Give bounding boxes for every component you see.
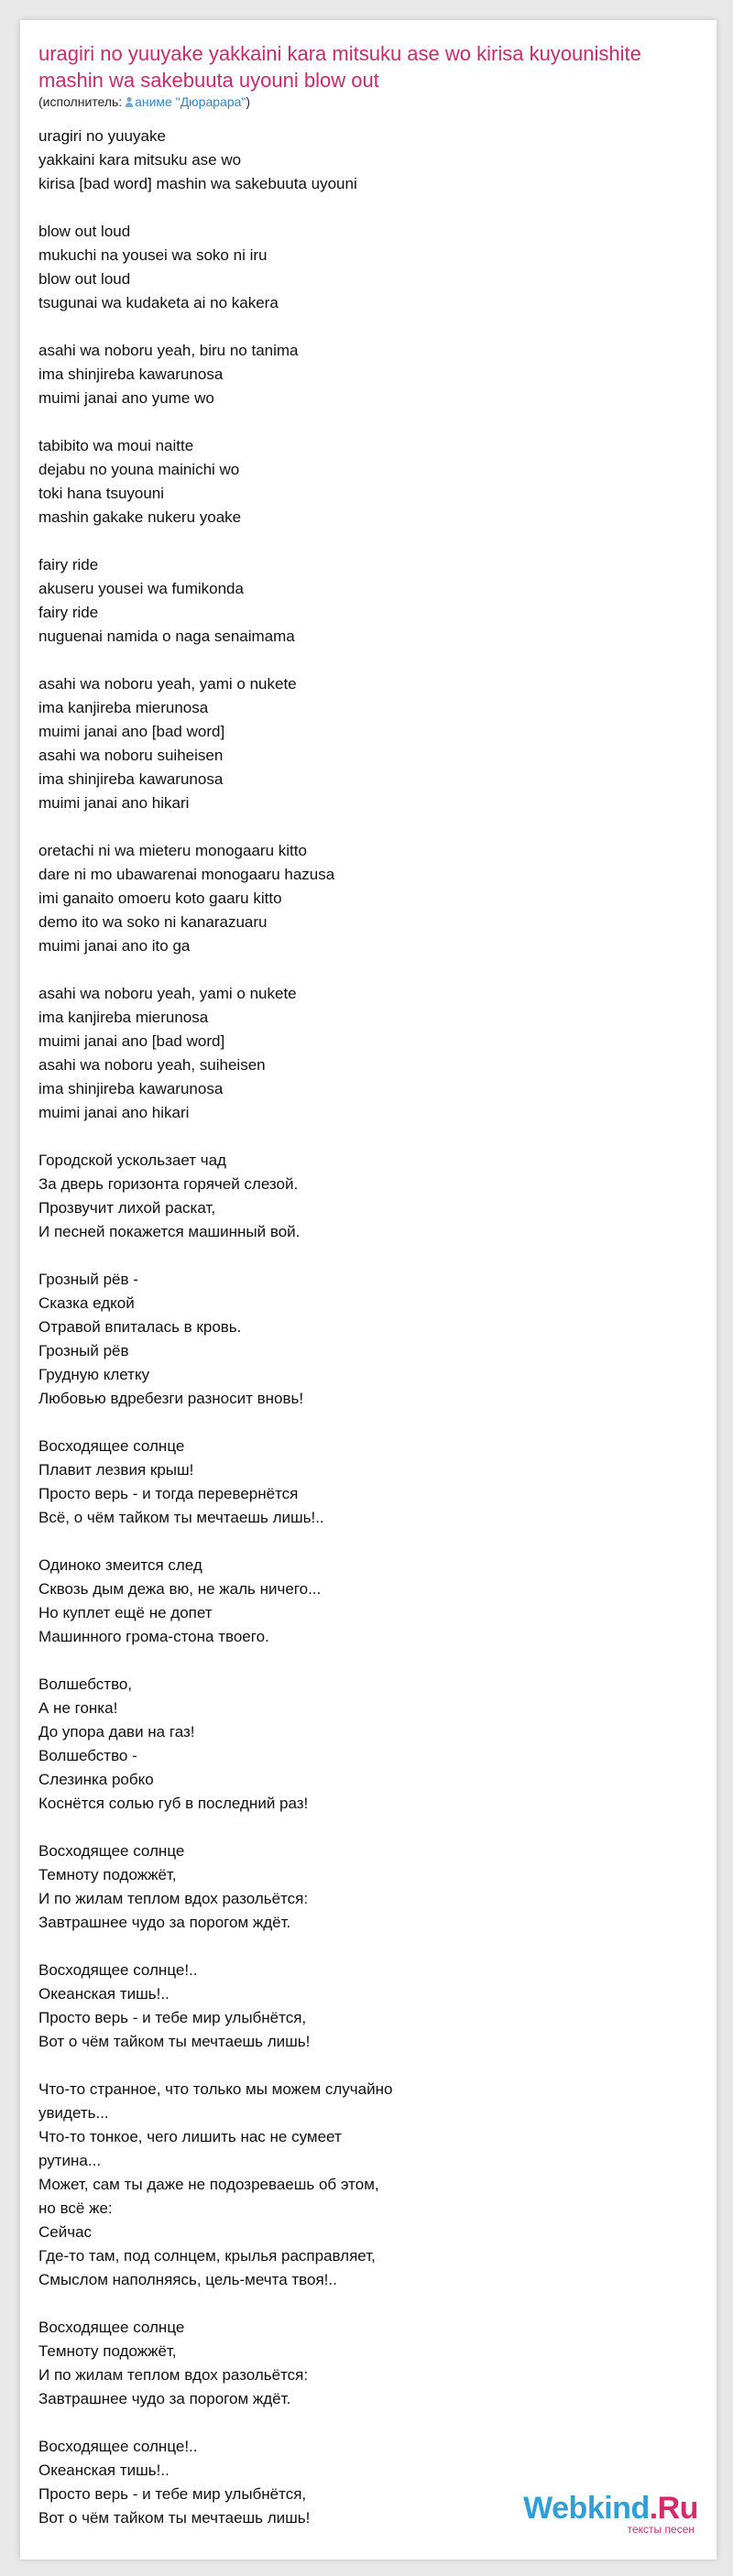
artist-prefix: (исполнитель: [38, 94, 126, 109]
artist-line [38, 94, 250, 109]
user-icon [126, 95, 133, 106]
artist-suffix: ) [246, 94, 251, 109]
artist-link[interactable]: аниме "Дюрарара" [135, 94, 246, 109]
song-title: uragiri no yuuyake yakkaini kara mitsuku ase wo kirisa kuyounishite mashin wa sakebuuta uyouni blow out [38, 42, 641, 92]
lyrics-text: uragiri no yuuyake yakkaini kara mitsuku ase wo kirisa [bad word] mashin wa sakebuuta uyouni blow out loud mukuchi na yousei wa soko ni iru blow out loud tsugunai wa kudaketa ai no kakera asahi wa noboru yeah, biru no tanima ima shinjireba kawarunosa muimi janai ano yume wo tabibito wa moui naitte dejabu no youna mainichi wo toki hana tsuyouni mashin gakake nukeru yoake fairy ride akuseru yousei wa fumikonda fairy ride nuguenai namida o naga senaimama asahi wa noboru yeah, yami o nukete ima kanjireba mierunosa muimi janai ano [bad word] asahi wa noboru suiheisen ima shinjireba kawarunosa muimi janai ano hikari oretachi ni wa mieteru monogaaru kitto dare ni mo ubawarenai monogaaru hazusa imi ganaito omoeru koto gaaru kitto demo ito wa soko ni kanarazuaru muimi janai ano ito ga asahi wa noboru yeah, yami o nukete ima kanjireba mierunosa muimi janai ano [bad word] asahi wa noboru yeah, suiheisen ima shinjireba kawarunosa muimi janai ano hikari Городской ускользает чад За дверь горизонта горячей слезой. Прозвучит лихой раскат, И песней покажется машинный вой. Грозный рёв - Сказка едкой Отравой впиталась в кровь. Грозный рёв Грудную клетку Любовью вдребезги разносит вновь! Восходящее солнце Плавит лезвия крыш! Просто верь - и тогда перевернётся Всё, о чём тайком ты мечтаешь лишь!.. Одиноко змеится след Сквозь дым дежа вю, не жаль ничего... Но куплет ещё не допет Машинного грома-стона твоего. Волшебство, А не гонка! До упора дави на газ! Волшебство - Слезинка робко Коснётся солью губ в последний раз! Восходящее солнце Темноту подожжёт, И по жилам теплом вдох разольётся: Завтрашнее чудо за порогом ждёт. Восходящее солнце!.. Океанская тишь!.. Просто верь - и тебе мир улыбнётся, Вот о чём тайком ты мечтаешь лишь! Что-то странное, что только мы можем случайно увидеть... Что-то тонкое, чего лишить нас не сумеет рутина... Может, сам ты даже не подозреваешь об этом, но всё же: Сейчас Где-то там, под солнцем, крылья расправляет, Смыслом наполняясь, цель-мечта твоя!.. Восходящее солнце Темноту подожжёт, И по жилам теплом вдох разольётся: Завтрашнее чудо за порогом ждёт. Восходящее солнце!.. Океанская тишь!.. Просто верь - и тебе мир улыбнётся, Вот о чём тайком ты мечтаешь лишь! [38, 127, 393, 2527]
logo-name: Webkind [523, 2491, 650, 2526]
logo-tagline: тексты песен [627, 2523, 695, 2536]
lyrics-page [20, 20, 717, 2560]
site-logo[interactable] [523, 2491, 698, 2536]
logo-wordmark [523, 2491, 698, 2527]
logo-tld: .Ru [649, 2491, 698, 2526]
